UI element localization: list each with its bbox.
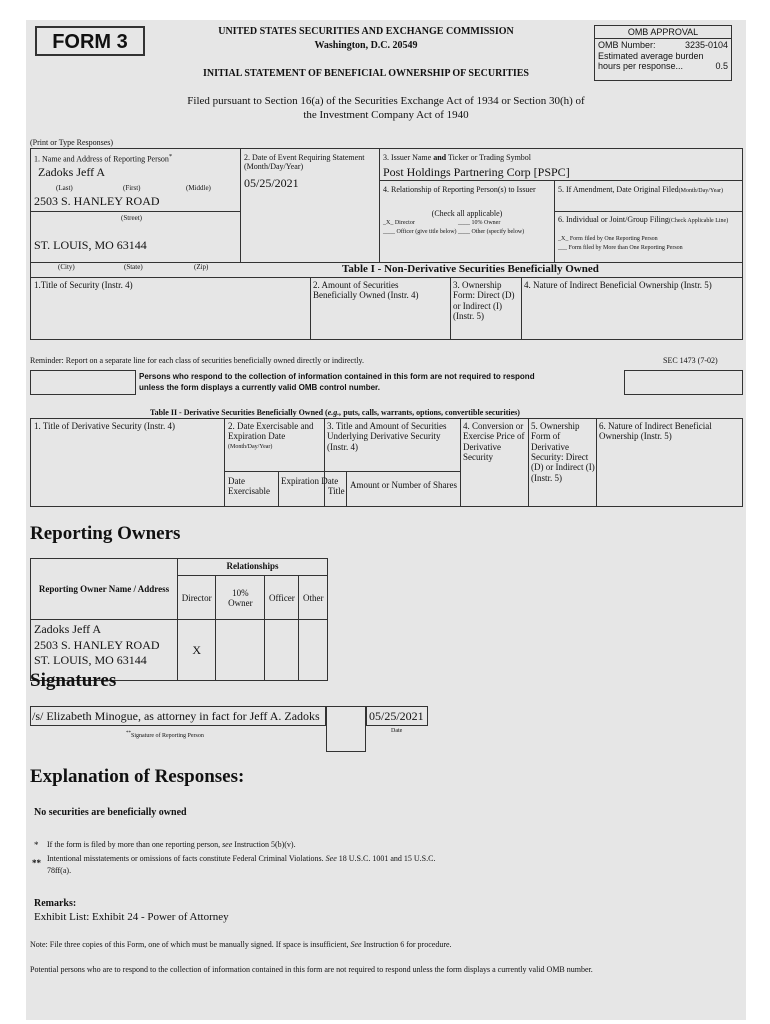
street-label: (Street) [121,214,142,222]
ro-street: 2503 S. HANLEY ROAD [34,637,160,652]
relationship-10pct-owner[interactable]: ____ 10% Owner [458,220,501,226]
footnote-1: If the form is filed by more than one reporting person, see Instruction 5(b)(v). [47,840,296,849]
table2-title: Table II - Derivative Securities Beneficially Owned (e.g., puts, calls, warrants, options, convertible securities) [150,408,520,417]
notice-right-box [624,370,743,395]
signature-date: 05/25/2021 [369,709,424,723]
ro-col-relationships: Relationships [178,559,328,576]
table2-expiration-date: Expiration Date [281,476,339,486]
relationship-officer[interactable]: ____ Officer (give title below) [383,229,457,235]
no-securities-note: No securities are beneficially owned [34,807,187,818]
omb-number-value: 3235-0104 [684,40,728,50]
table2-col-nature: 6. Nature of Indirect Beneficial Ownership (Instr. 5) [599,421,712,442]
reminder-text: Reminder: Report on a separate line for each class of securities beneficially owned directly or indirectly. [30,356,365,365]
sec-number: SEC 1473 (7-02) [663,356,718,365]
remarks-label: Remarks: [34,898,77,909]
ro-city: ST. LOUIS, MO 63144 [34,653,147,668]
omb-approval-box [594,25,732,81]
last-label: (Last) [56,184,73,192]
ro-director-mark: X [178,620,216,681]
table1-col-title: 1.Title of Security (Instr. 4) [34,280,133,290]
event-date-value: 05/25/2021 [244,176,299,190]
ro-officer-mark [265,620,299,681]
table2-date-exercisable: Date Exercisable [228,476,270,497]
issuer-label: 3. Issuer Name and Ticker or Trading Symbol [383,153,532,162]
middle-label: (Middle) [186,184,211,192]
table2-col-underlying: 3. Title and Amount of Securities Underlying Derivative Security (Instr. 4) [327,421,447,452]
state-label: (State) [124,263,143,271]
footnote-2: Intentional misstatements or omissions of facts constitute Federal Criminal Violations. See 18 U.S.C. 1001 and 15 U.S.C. [47,854,436,863]
footnote-1-mark: * [34,840,39,850]
joint-filing-option-one[interactable]: _X_ Form filed by One Reporting Person [558,236,658,242]
signature-value: /s/ Elizabeth Minogue, as attorney in fact for Jeff A. Zadoks [32,709,320,723]
table2-underlying-amount: Amount or Number of Shares [350,480,457,490]
ro-10pct-mark [216,620,265,681]
print-type-note: (Print or Type Responses) [30,138,114,147]
reporting-owners-table [30,558,328,681]
ro-col-name: Reporting Owner Name / Address [31,559,178,620]
footnote-2-line2: 78ff(a). [47,866,72,875]
ro-other-mark [299,620,328,681]
date-label: Date [391,728,403,734]
agency-location: Washington, D.C. 20549 [314,40,418,51]
table1-title: Table I - Non-Derivative Securities Beneficially Owned [342,263,599,275]
table1-col-nature: 4. Nature of Indirect Beneficial Ownership (Instr. 5) [524,280,712,290]
ro-col-director: Director [178,576,216,620]
notice-left-box [30,370,136,395]
joint-filing-option-more[interactable]: ___ Form filed by More than One Reporting Person [558,245,683,251]
joint-filing-label: 6. Individual or Joint/Group Filing(Check Applicable Line) [558,215,729,224]
remarks-text: Exhibit List: Exhibit 24 - Power of Attorney [34,911,229,923]
note-potential-persons: Potential persons who are to respond to the collection of information contained in this form are not required to respond unless the form displays a currently valid OMB number. [30,965,593,974]
statement-title: INITIAL STATEMENT OF BENEFICIAL OWNERSHIP OF SECURITIES [202,68,529,79]
table2-col-conversion: 4. Conversion or Exercise Price of Derivative Security [463,421,525,463]
signature-label: **Signature of Reporting Person [126,731,204,739]
reporting-person-label: 1. Name and Address of Reporting Person* [34,153,173,164]
relationship-director[interactable]: _X_ Director [383,220,415,226]
signature-spacer-box [326,706,366,752]
notice-line1: Persons who respond to the collection of information contained in this form are not required to respond [139,372,535,381]
reporting-owners-heading: Reporting Owners [30,523,181,544]
form-page [26,20,746,1020]
form-title: FORM 3 [35,26,145,56]
notice-line2: unless the form displays a currently valid OMB control number. [139,383,380,392]
first-label: (First) [123,184,141,192]
amendment-label: 5. If Amendment, Date Original Filed(Month/Day/Year) [558,185,724,194]
relationship-other[interactable]: ____ Other (specify below) [458,229,525,235]
footnote-2-mark: ** [32,858,41,868]
signatures-heading: Signatures [30,670,117,691]
omb-hours-value: 0.5 [715,61,728,71]
relationship-label: 4. Relationship of Reporting Person(s) to Issuer [383,185,536,194]
ro-col-other: Other [299,576,328,620]
omb-number-label: OMB Number: [598,40,656,50]
table1-col-ownership: 3. Ownership Form: Direct (D) or Indirect (I) (Instr. 5) [453,280,515,322]
omb-burden-label: Estimated average burden [598,51,704,61]
city-state-zip: ST. LOUIS, MO 63144 [34,238,147,252]
reporting-person-name: Zadoks Jeff A [38,165,106,179]
table1-col-amount: 2. Amount of Securities Beneficially Owned (Instr. 4) [313,280,419,301]
filed-pursuant-line2: the Investment Company Act of 1940 [303,109,469,121]
relationship-check-note: (Check all applicable) [431,209,503,218]
issuer-value: Post Holdings Partnering Corp [PSPC] [383,165,570,179]
omb-hours-label: hours per response... [598,61,684,71]
event-date-label: 2. Date of Event Requiring Statement (Month/Day/Year) [244,153,365,172]
table2-underlying-title: Title [328,486,345,496]
explanation-heading: Explanation of Responses: [30,766,245,787]
table2-col-dates-sub: (Month/Day/Year) [228,444,273,450]
ro-name: Zadoks Jeff A [34,622,102,636]
city-label: (City) [58,263,75,271]
table2-col-title: 1. Title of Derivative Security (Instr. 4) [34,421,175,431]
ro-col-officer: Officer [265,576,299,620]
zip-label: (Zip) [194,263,209,271]
ro-col-10pct: 10% Owner [216,576,265,620]
street-address: 2503 S. HANLEY ROAD [34,194,160,208]
agency-name: UNITED STATES SECURITIES AND EXCHANGE COMMISSION [218,26,514,37]
table2-col-dates: 2. Date Exercisable and Expiration Date [228,421,314,442]
table2-col-ownership: 5. Ownership Form of Derivative Security: Direct (D) or Indirect (I) (Instr. 5) [531,421,595,483]
note-copies: Note: File three copies of this Form, one of which must be manually signed. If space is insufficient, See Instruction 6 for procedure. [30,940,452,949]
filed-pursuant-line1: Filed pursuant to Section 16(a) of the Securities Exchange Act of 1934 or Section 30(h) of [187,95,585,107]
omb-title: OMB APPROVAL [595,26,731,39]
